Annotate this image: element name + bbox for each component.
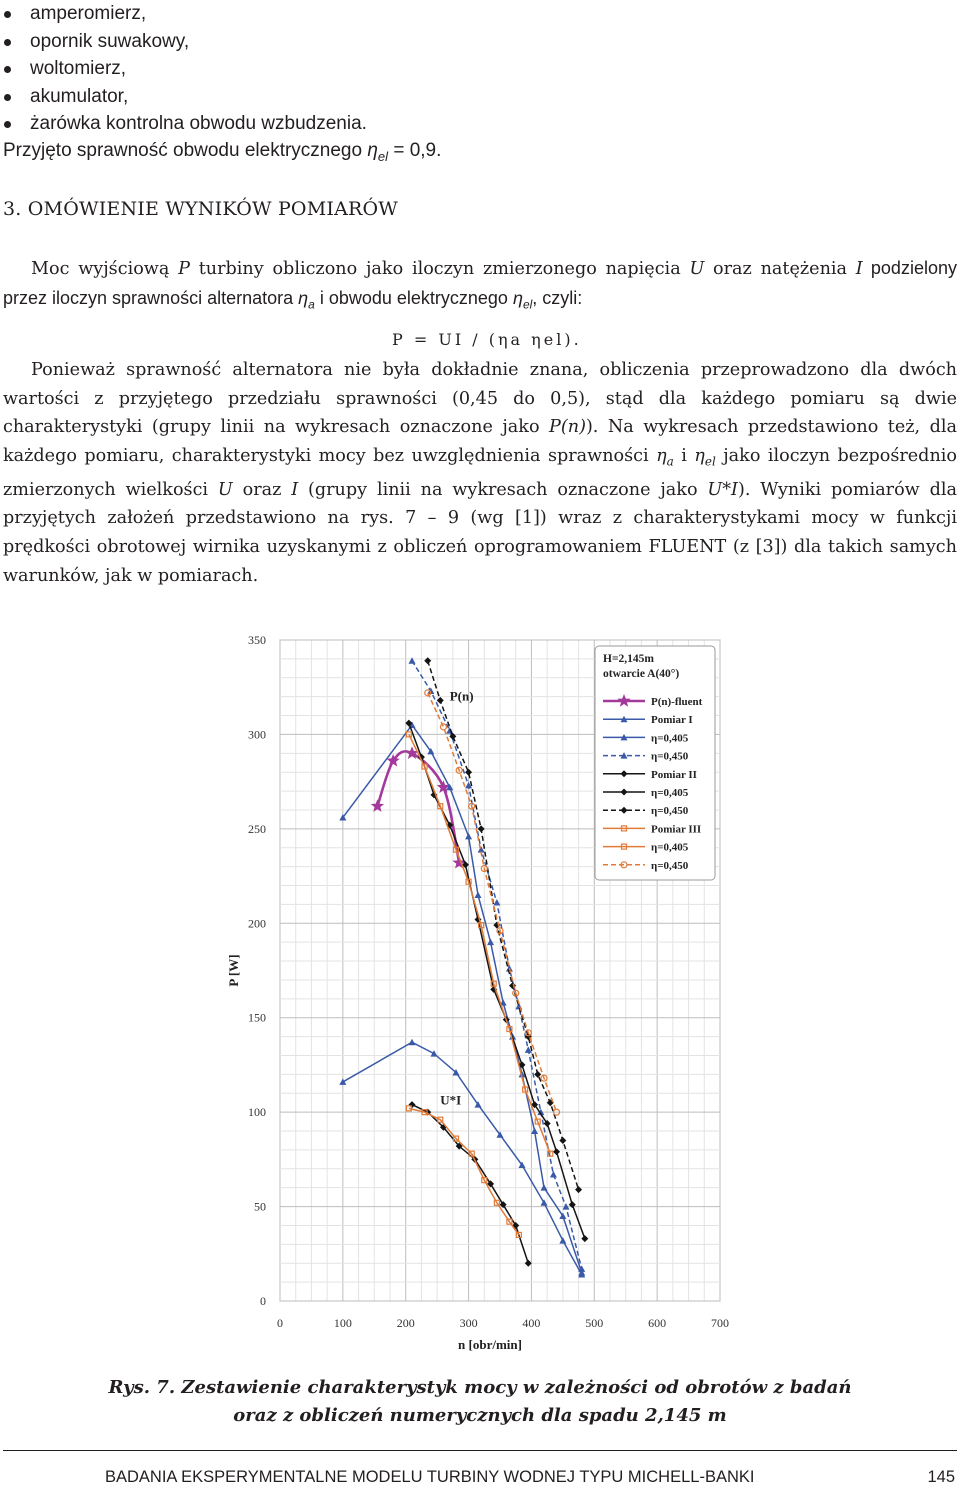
x-tick-label: 100 [333, 1316, 352, 1330]
annotation-label: U*I [440, 1092, 462, 1108]
list-item: woltomierz, [0, 55, 367, 83]
annotation-label: P(n) [449, 688, 474, 704]
paragraph-efficiency-assumption: Ponieważ sprawność alternatora nie była dokładnie znana, obliczenia przeprowadzono dla dwóch wartości z przyjętego przedziału sprawności (0,45 do 0,5), stąd dla każdego pomiaru są dwie charakterystyki (grupy linii na wykresach oznaczone jako P(n)). Na wykresach przedstawiono też, dla każdego pomiaru, charakterystyki mocy bez uwzględnienia sprawności $\eta_a$ i $\eta_{el}$ jako iloczyn bezpośrednio zmierzonych wielkości U oraz I (grupy linii na wykresach oznaczone jako U*I). Wyniki pomiarów dla przyjętych założeń przedstawiono na rys. 7 – 9 (wg [1]) wraz z charakterystykami mocy w funkcji prędkości obrotowej wirnika uzyskanymi z obliczeń oprogramowaniem FLUENT (z [3]) dla takich samych warunków, jak w pomiarach. [3, 360, 958, 586]
legend-label: η=0,450 [651, 750, 689, 763]
x-axis-label: n [obr/min] [458, 1337, 522, 1352]
power-chart [200, 618, 765, 1370]
legend-label: η=0,450 [651, 859, 689, 872]
efficiency-sentence: Przyjęto sprawność obwodu elektrycznego $\eta_{el} = 0,9$. [3, 140, 442, 164]
page-number: 145 [927, 1468, 955, 1486]
power-chart-figure [200, 618, 765, 1370]
list-item: akumulator, [0, 83, 367, 111]
bullet-icon [4, 94, 11, 101]
power-formula: P = UI / (ηa ηel). [392, 330, 582, 349]
legend-label: η=0,405 [651, 787, 689, 799]
x-tick-label: 200 [396, 1316, 415, 1330]
y-tick-label: 150 [248, 1010, 266, 1025]
bullet-icon [4, 39, 11, 46]
y-tick-label: 50 [254, 1199, 266, 1214]
legend-label: η=0,405 [651, 732, 689, 745]
y-tick-label: 250 [248, 821, 266, 836]
y-tick-label: 300 [248, 727, 266, 742]
legend-label: η=0,405 [651, 841, 689, 854]
equipment-list [0, 0, 367, 138]
list-item: amperomierz, [0, 0, 367, 28]
legend-label: Pomiar III [651, 823, 702, 836]
x-tick-label: 400 [522, 1316, 541, 1330]
paragraph-output-power: Moc wyjściową P turbiny obliczono jako iloczyn zmierzonego napięcia U oraz natężenia I podzielony przez iloczyn sprawności alternatora $\eta_a$ i obwodu elektrycznego $\eta_{el}$, czyli: [3, 258, 957, 312]
bullet-icon [4, 11, 11, 18]
info-box-text: otwarcie A(40°) [603, 668, 680, 680]
y-tick-label: 0 [260, 1294, 266, 1308]
y-tick-label: 200 [248, 916, 266, 931]
info-box-text: H=2,145m [603, 653, 654, 665]
x-tick-label: 600 [648, 1316, 667, 1330]
list-item: żarówka kontrolna obwodu wzbudzenia. [0, 110, 367, 138]
footer-rule [3, 1450, 957, 1451]
x-tick-label: 500 [585, 1316, 604, 1330]
figure-caption-line-1: Rys. 7. Zestawienie charakterystyk mocy w zależności od obrotów z badań [108, 1377, 852, 1398]
figure-caption-line-2: oraz z obliczeń numerycznych dla spadu 2,145 m [233, 1405, 727, 1426]
y-tick-label: 100 [248, 1105, 266, 1120]
section-heading: 3. OMÓWIENIE WYNIKÓW POMIARÓW [3, 198, 399, 220]
legend-label: Pomiar I [651, 714, 693, 727]
x-tick-label: 700 [711, 1316, 729, 1330]
legend-label: P(n)-fluent [651, 696, 703, 708]
legend-label: η=0,450 [651, 805, 689, 818]
running-footer-title: BADANIA EKSPERYMENTALNE MODELU TURBINY WODNEJ TYPU MICHELL-BANKI [105, 1468, 755, 1486]
list-item: opornik suwakowy, [0, 28, 367, 56]
y-axis-label: P [W] [226, 954, 241, 987]
legend-label: Pomiar II [651, 768, 697, 781]
y-tick-label: 350 [248, 633, 266, 647]
x-tick-label: 300 [459, 1316, 478, 1330]
bullet-icon [4, 66, 11, 73]
bullet-icon [4, 121, 11, 128]
x-tick-label: 0 [277, 1316, 283, 1330]
